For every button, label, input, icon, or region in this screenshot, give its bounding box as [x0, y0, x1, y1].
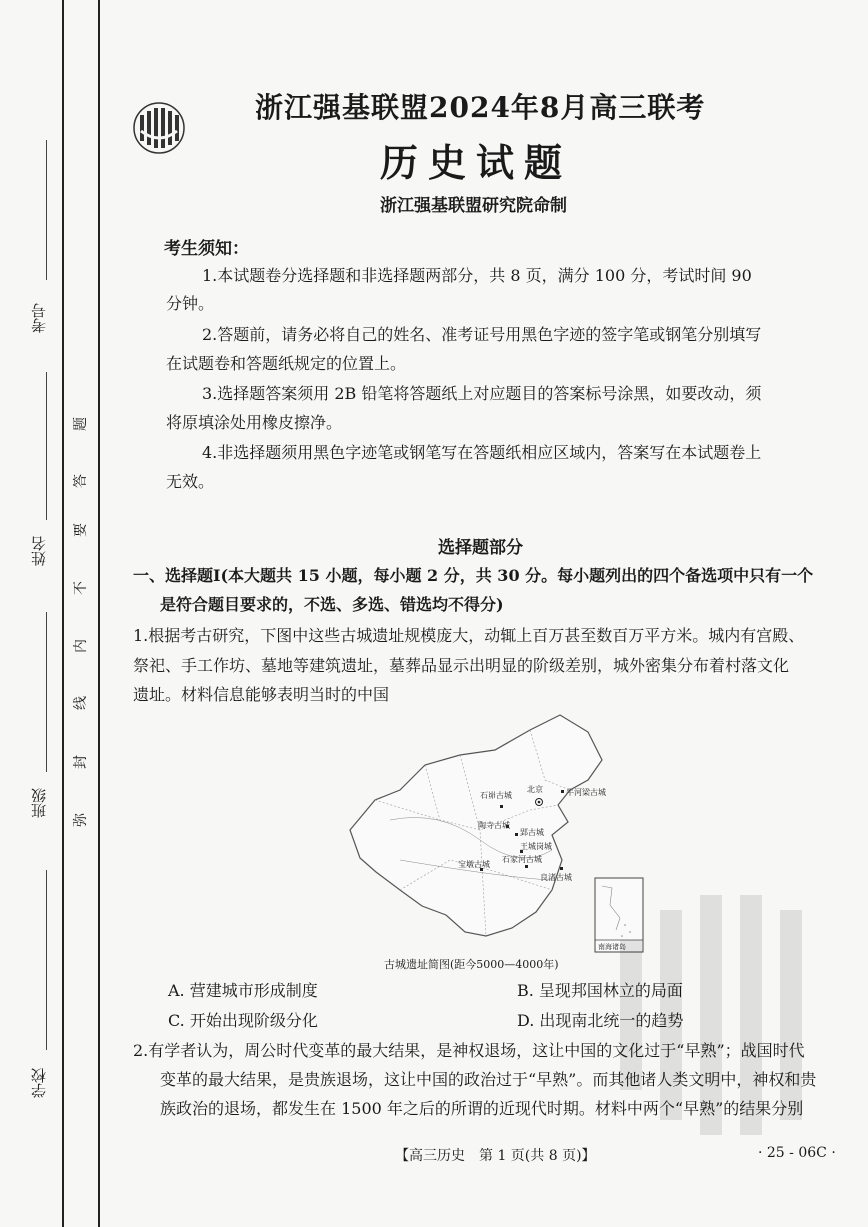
name-underline — [46, 372, 47, 520]
map-label: 王城岗城 — [520, 842, 552, 851]
binding-line-inner — [98, 0, 100, 1227]
option-b: B. 呈现邦国林立的局面 — [517, 981, 683, 1000]
paper-code: · 25 - 06C · — [758, 1145, 836, 1161]
option-d: D. 出现南北统一的趋势 — [517, 1011, 684, 1030]
seal-char: 不 — [73, 581, 89, 595]
map-label: 陶寺古城 — [478, 821, 510, 830]
seal-char: 要 — [73, 523, 89, 537]
page-footer: 【高三历史 第 1 页(共 8 页)】 — [395, 1148, 596, 1164]
notice-line: 将原填涂处用橡皮擦净。 — [166, 413, 343, 432]
alliance-logo-icon — [132, 101, 186, 155]
ancient-city-map — [330, 710, 645, 955]
question-text: 遗址。材料信息能够表明当时的中国 — [133, 685, 390, 704]
seal-char: 内 — [73, 639, 89, 653]
watermark-logo-icon — [600, 880, 840, 1140]
map-label: 郢古城 — [520, 828, 544, 837]
notice-title: 考生须知： — [164, 239, 249, 259]
map-caption: 古城遗址简图(距今5000—4000年) — [384, 958, 559, 971]
school-underline — [46, 870, 47, 1050]
notice-line: 4.非选择题须用黑色字迹笔或钢笔写在答题纸相应区域内，答案写在本试题卷上 — [202, 443, 762, 462]
class-label: 班级 — [30, 788, 48, 818]
binding-line-outer — [62, 0, 64, 1227]
map-label: 宝墩古城 — [458, 860, 490, 869]
seal-char: 答 — [73, 474, 89, 488]
name-label: 姓名 — [30, 536, 48, 566]
question-text: 祭祀、手工作坊、墓地等建筑遗址，墓葬品显示出明显的阶级差别，城外密集分布着村落文化 — [133, 656, 790, 675]
binding-margin — [0, 0, 100, 1227]
notice-line: 3.选择题答案须用 2B 铅笔将答题纸上对应题目的答案标号涂黑，如要改动，须 — [202, 384, 762, 403]
question-text: 变革的最大结果，是贵族退场，这让中国的政治过于“早熟”。而其他诸人类文明中，神权和贵 — [160, 1070, 817, 1089]
notice-line: 2.答题前，请务必将自己的姓名、准考证号用黑色字迹的签字笔或钢笔分别填写 — [202, 325, 762, 344]
part-instruction: 一、选择题Ⅰ(本大题共 15 小题，每小题 2 分，共 30 分。每小题列出的四个备选项中只有一个 — [133, 566, 814, 585]
school-label: 学校 — [30, 1068, 48, 1098]
section-title: 选择题部分 — [438, 538, 523, 558]
map-label: 牛河梁古城 — [566, 788, 606, 797]
seal-char: 题 — [73, 417, 89, 431]
seal-char: 线 — [73, 696, 89, 710]
map-inset-label: 南海诸岛 — [598, 943, 626, 951]
subject-title: 历史试题 — [380, 140, 573, 185]
question-text: 族政治的退场，都发生在 1500 年之后的所谓的近现代时期。材料中两个“早熟”的结果分别 — [160, 1099, 804, 1118]
class-underline — [46, 612, 47, 772]
exam-no-label: 考号 — [30, 303, 48, 333]
issuer: 浙江强基联盟研究院命制 — [380, 196, 567, 216]
map-label: 石峁古城 — [480, 791, 512, 800]
seal-char: 弥 — [73, 813, 89, 827]
question-text: 1.根据考古研究，下图中这些古城遗址规模庞大，动辄上百万甚至数百万平方米。城内有宫殿、 — [133, 626, 805, 645]
notice-line: 1.本试题卷分选择题和非选择题两部分，共 8 页，满分 100 分，考试时间 90 — [202, 266, 752, 285]
map-label: 北京 — [527, 785, 543, 794]
option-a: A. 营建城市形成制度 — [168, 981, 318, 1000]
exam-title: 浙江强基联盟2024年8月高三联考 — [255, 91, 706, 124]
notice-line: 在试题卷和答题纸规定的位置上。 — [166, 354, 407, 373]
question-text: 2.有学者认为，周公时代变革的最大结果，是神权退场，这让中国的文化过于“早熟”；战国时代 — [133, 1041, 805, 1060]
notice-line: 分钟。 — [166, 294, 215, 313]
option-c: C. 开始出现阶级分化 — [168, 1011, 318, 1030]
map-label: 石家河古城 — [502, 855, 542, 864]
part-instruction: 是符合题目要求的，不选、多选、错选均不得分) — [160, 595, 504, 614]
exam-no-underline — [46, 140, 47, 280]
notice-line: 无效。 — [166, 472, 215, 491]
map-label: 良渚古城 — [540, 873, 572, 882]
seal-char: 封 — [73, 755, 89, 769]
